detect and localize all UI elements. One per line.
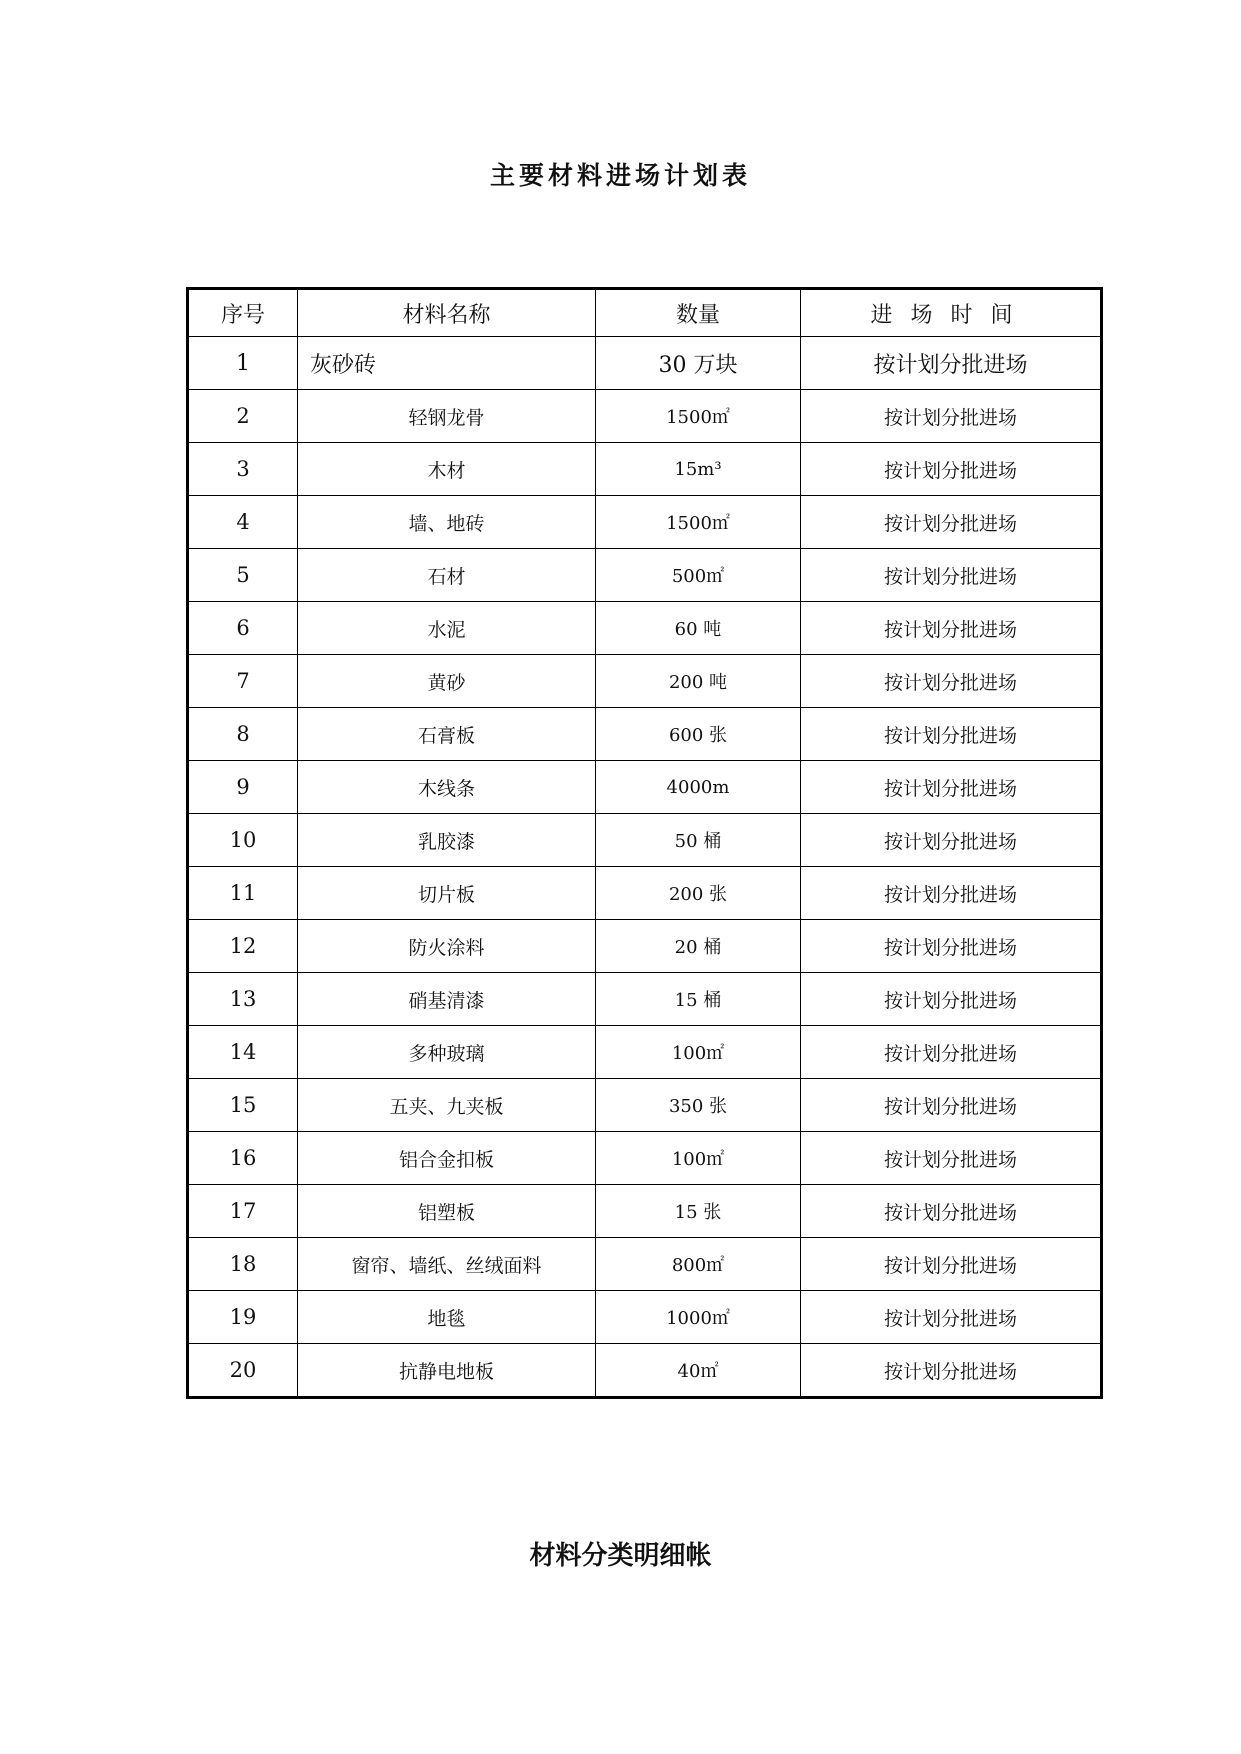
row-arrival-time-cell: 按计划分批进场 — [801, 1238, 1102, 1291]
row-material-name-cell: 木线条 — [298, 761, 596, 814]
row-material-name-cell: 硝基清漆 — [298, 973, 596, 1026]
row-quantity-cell: 1500㎡ — [596, 390, 801, 443]
header-seq: 序号 — [188, 289, 298, 337]
row-seq-cell: 17 — [188, 1185, 298, 1238]
row-quantity-cell: 1000㎡ — [596, 1291, 801, 1344]
row-arrival-time-cell: 按计划分批进场 — [801, 1185, 1102, 1238]
row-quantity-cell: 100㎡ — [596, 1026, 801, 1079]
table-row — [188, 1079, 1102, 1132]
row-quantity-cell: 100㎡ — [596, 1132, 801, 1185]
row-arrival-time-cell: 按计划分批进场 — [801, 390, 1102, 443]
row-seq-cell: 10 — [188, 814, 298, 867]
row-quantity-cell: 60 吨 — [596, 602, 801, 655]
row-material-name-cell: 地毯 — [298, 1291, 596, 1344]
row-quantity-cell: 4000m — [596, 761, 801, 814]
row-arrival-time-cell: 按计划分批进场 — [801, 973, 1102, 1026]
row-arrival-time-cell: 按计划分批进场 — [801, 1132, 1102, 1185]
table-row — [188, 390, 1102, 443]
row-material-name-cell: 黄砂 — [298, 655, 596, 708]
table-row — [188, 1026, 1102, 1079]
row-material-name-cell: 多种玻璃 — [298, 1026, 596, 1079]
table-row — [188, 761, 1102, 814]
page-title: 主要材料进场计划表 — [489, 161, 751, 190]
row-material-name-cell: 乳胶漆 — [298, 814, 596, 867]
row-seq-cell: 15 — [188, 1079, 298, 1132]
table-row — [188, 1344, 1102, 1398]
row-seq-cell: 4 — [188, 496, 298, 549]
material-plan-table — [186, 287, 1103, 1399]
row-seq-cell: 11 — [188, 867, 298, 920]
header-material-name: 材料名称 — [298, 289, 596, 337]
table-row — [188, 708, 1102, 761]
row-seq-cell: 7 — [188, 655, 298, 708]
row-quantity-cell: 50 桶 — [596, 814, 801, 867]
table-row — [188, 1238, 1102, 1291]
row-material-name-cell: 抗静电地板 — [298, 1344, 596, 1398]
section-title: 材料分类明细帐 — [529, 1541, 712, 1571]
row-arrival-time-cell: 按计划分批进场 — [801, 761, 1102, 814]
row-quantity-cell: 15 张 — [596, 1185, 801, 1238]
row-material-name-cell: 水泥 — [298, 602, 596, 655]
row-arrival-time-cell: 按计划分批进场 — [801, 1291, 1102, 1344]
table-row — [188, 443, 1102, 496]
row-arrival-time-cell: 按计划分批进场 — [801, 496, 1102, 549]
row-arrival-time-cell: 按计划分批进场 — [801, 1079, 1102, 1132]
row-seq-cell: 14 — [188, 1026, 298, 1079]
row-quantity-cell: 350 张 — [596, 1079, 801, 1132]
row-material-name-cell: 石材 — [298, 549, 596, 602]
row-seq-cell: 20 — [188, 1344, 298, 1398]
row-quantity-cell: 500㎡ — [596, 549, 801, 602]
row-arrival-time-cell: 按计划分批进场 — [801, 1344, 1102, 1398]
row-material-name-cell: 轻钢龙骨 — [298, 390, 596, 443]
table-row — [188, 1291, 1102, 1344]
row-material-name-cell: 石膏板 — [298, 708, 596, 761]
row-quantity-cell: 600 张 — [596, 708, 801, 761]
table-body — [188, 337, 1102, 1398]
row-material-name-cell: 切片板 — [298, 867, 596, 920]
row-quantity-cell: 1500㎡ — [596, 496, 801, 549]
row-material-name-cell: 墙、地砖 — [298, 496, 596, 549]
row-material-name-cell: 防火涂料 — [298, 920, 596, 973]
row-seq-cell: 5 — [188, 549, 298, 602]
row-seq-cell: 1 — [188, 337, 298, 390]
row-material-name-cell: 铝合金扣板 — [298, 1132, 596, 1185]
table-row — [188, 549, 1102, 602]
header-arrival-time: 进场时间 — [801, 289, 1102, 337]
table-row — [188, 602, 1102, 655]
row-material-name-cell: 铝塑板 — [298, 1185, 596, 1238]
row-material-name-cell: 木材 — [298, 443, 596, 496]
row-quantity-cell: 15 桶 — [596, 973, 801, 1026]
row-arrival-time-cell: 按计划分批进场 — [801, 337, 1102, 390]
row-arrival-time-cell: 按计划分批进场 — [801, 443, 1102, 496]
table-row — [188, 1132, 1102, 1185]
row-arrival-time-cell: 按计划分批进场 — [801, 867, 1102, 920]
row-quantity-cell: 200 吨 — [596, 655, 801, 708]
row-quantity-cell: 40㎡ — [596, 1344, 801, 1398]
row-quantity-cell: 200 张 — [596, 867, 801, 920]
row-arrival-time-cell: 按计划分批进场 — [801, 549, 1102, 602]
table-row — [188, 1185, 1102, 1238]
row-seq-cell: 13 — [188, 973, 298, 1026]
table-row — [188, 814, 1102, 867]
row-quantity-cell: 30 万块 — [596, 337, 801, 390]
row-seq-cell: 19 — [188, 1291, 298, 1344]
row-seq-cell: 16 — [188, 1132, 298, 1185]
row-arrival-time-cell: 按计划分批进场 — [801, 602, 1102, 655]
header-quantity: 数量 — [596, 289, 801, 337]
row-arrival-time-cell: 按计划分批进场 — [801, 708, 1102, 761]
row-material-name-cell: 五夹、九夹板 — [298, 1079, 596, 1132]
row-arrival-time-cell: 按计划分批进场 — [801, 814, 1102, 867]
table-row — [188, 337, 1102, 390]
row-seq-cell: 8 — [188, 708, 298, 761]
row-seq-cell: 18 — [188, 1238, 298, 1291]
row-seq-cell: 6 — [188, 602, 298, 655]
row-material-name-cell: 窗帘、墙纸、丝绒面料 — [298, 1238, 596, 1291]
row-quantity-cell: 15m³ — [596, 443, 801, 496]
row-seq-cell: 3 — [188, 443, 298, 496]
row-arrival-time-cell: 按计划分批进场 — [801, 655, 1102, 708]
row-arrival-time-cell: 按计划分批进场 — [801, 920, 1102, 973]
table-row — [188, 496, 1102, 549]
row-arrival-time-cell: 按计划分批进场 — [801, 1026, 1102, 1079]
row-material-name-cell: 灰砂砖 — [298, 337, 596, 390]
table-row — [188, 920, 1102, 973]
row-quantity-cell: 20 桶 — [596, 920, 801, 973]
row-seq-cell: 12 — [188, 920, 298, 973]
table-row — [188, 867, 1102, 920]
row-quantity-cell: 800㎡ — [596, 1238, 801, 1291]
row-seq-cell: 2 — [188, 390, 298, 443]
table-header-row — [188, 289, 1102, 337]
table-row — [188, 655, 1102, 708]
table-row — [188, 973, 1102, 1026]
row-seq-cell: 9 — [188, 761, 298, 814]
